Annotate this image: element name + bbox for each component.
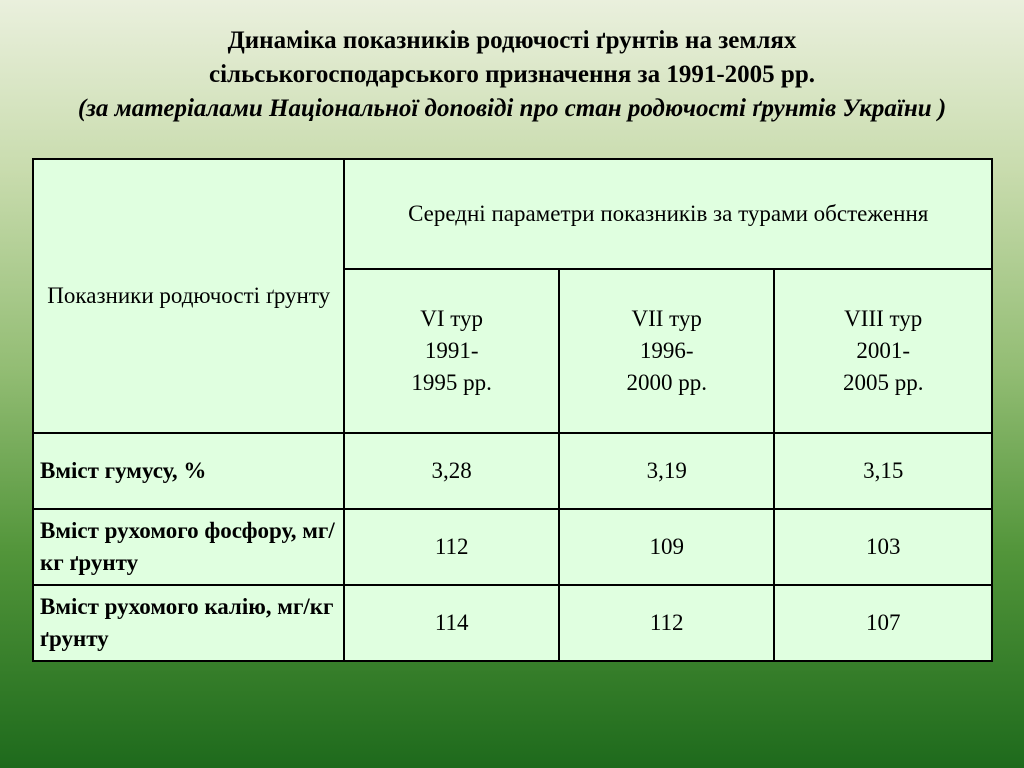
row-label-phosphorus: Вміст рухомого фосфору, мг/кг ґрунту xyxy=(33,509,344,585)
table-cell: 3,28 xyxy=(344,433,559,509)
table-cell: 114 xyxy=(344,585,559,661)
title-line-2: сільськогосподарського призначення за 1991-2005 рр. xyxy=(209,61,815,88)
column-header-vii: VII тур 1996- 2000 рр. xyxy=(559,269,775,433)
column-header-vi: VI тур 1991- 1995 рр. xyxy=(344,269,559,433)
row-label-potassium: Вміст рухомого калію, мг/кг ґрунту xyxy=(33,585,344,661)
slide-title xyxy=(0,24,1024,126)
table-cell: 112 xyxy=(344,509,559,585)
table-row xyxy=(33,509,992,585)
column-header-viii: VIII тур 2001- 2005 рр. xyxy=(774,269,992,433)
table-header-row xyxy=(33,159,992,269)
corner-header: Показники родючості ґрунту xyxy=(33,159,344,433)
fertility-table xyxy=(32,158,993,662)
table-row xyxy=(33,585,992,661)
title-source-note: (за матеріалами Національної доповіді про стан родючості ґрунтів України ) xyxy=(77,95,947,122)
table-cell: 109 xyxy=(559,509,775,585)
table-cell: 3,15 xyxy=(774,433,992,509)
table-cell: 3,19 xyxy=(559,433,775,509)
table-cell: 112 xyxy=(559,585,775,661)
title-line-1: Динаміка показників родючості ґрунтів на землях xyxy=(227,27,797,54)
row-label-humus: Вміст гумусу, % xyxy=(33,433,344,509)
group-header: Середні параметри показників за турами обстеження xyxy=(344,159,992,269)
table-row xyxy=(33,433,992,509)
table-cell: 103 xyxy=(774,509,992,585)
table-cell: 107 xyxy=(774,585,992,661)
